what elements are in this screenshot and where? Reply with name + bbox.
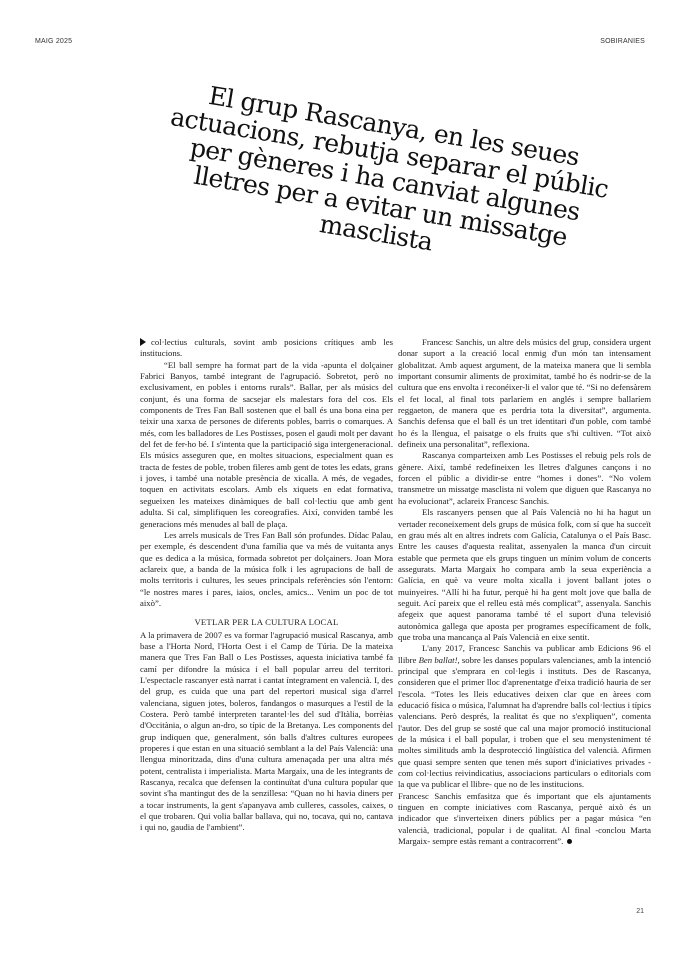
end-mark-icon	[567, 839, 572, 844]
paragraph-text: , sobre les danses populars valencianes, amb la intenció principal que s'emprara en col·legis i instituts. Des de Rascanya, consideren que el primer lloc d'aprenentatge d'eixa tradició hauria de ser l'escola. “Totes les lleis educatives deixen clar que en àrees com educació física o música, l'alumnat ha d'aprendre balls col·lectius i típics valencians. Però després, la realitat és que no s'expliquen”, comenta l'autor. Des del grup se sosté que cal una major promoció institucional de la música i el ball popular, i troben que el seu menysteniment té moltes similituds amb la desprotecció lingüística del valencià. Afirmen que quasi sempre senten que tenen més suport d'iniciatives privades -com col·lectius reivindicatius, associacions particulars o editorials com la que va publicar el llibre- que no de les institucions.	[398, 654, 652, 790]
subheading: VETLAR PER LA CULTURA LOCAL	[194, 617, 339, 628]
paragraph: Els rascanyers pensen que al País Valencià no hi ha hagut un vertader reconeixement dels grups de música folk, com sí que ha succeït en grau més alt en altres indrets com Galícia, Catalunya o el País Basc. Entre les causes d'aquesta realitat, assenyalen la manca d'un circuit estable que permeta que els grups tinguen un mínim volum de concerts assegurats. Marta Margaix ho compara amb la seua experiència a Galícia, en què va veure molta xicalla i jovent ballant jotes o muinyeires. “Allí hi ha futur, perquè hi ha gent molt jove que balla de seguit. Ací pareix que el relleu està més complicat”, assenyala. Sanchis afegeix que aquest panorama també té el suport d'una televisió autonòmica gallega que aposta per programes específicament de folk, que troba una mancança al País Valencià en eixe sentit.	[398, 507, 651, 642]
paragraph	[398, 643, 651, 790]
article-headline: El grup Rascanya, en les seues actuacions, rebutja separar el públic per gèneres i ha canviat algunes lletres per a evitar un missatge masclista	[168, 80, 611, 257]
issue-date: MAIG 2025	[35, 38, 73, 45]
section-name: SOBIRANIES	[600, 38, 645, 45]
page-number: 21	[636, 908, 644, 915]
paragraph	[398, 791, 651, 848]
paragraph: Les arrels musicals de Tres Fan Ball són profundes. Dídac Palau, per exemple, és descendent d'una família que va més de vuitanta anys que es dedica a la música, formada sobretot per dolçainers. Joan Mora aclareix que, a banda de la música folk i les agrupacions de ball de molts territoris i cultures, les seues principals referències són l'entorn: “le nostres mares i pares, iaios, oncles, amics... Venim un poc de tot això”.	[140, 529, 393, 608]
book-title: Ben ballat!	[418, 654, 458, 665]
paragraph-text: col·lectius culturals, sovint amb posicions crítiques amb les institucions.	[140, 337, 393, 359]
right-column	[398, 337, 651, 847]
continuation-arrow-icon	[140, 338, 146, 346]
paragraph: “El ball sempre ha format part de la vida -apunta el dolçainer Fabrici Banyos, també integrant de l'agrupació. Sobretot, però no exclusivament, en pobles i entorns rurals”. Ballar, per als músics del conjunt, és una forma de sacsejar els malestars fora del cos. Els components de Tres Fan Ball sostenen que el ball és una bona eina per teixir una xarxa de persones de diferents pobles, barris o comarques. A més, com les balladores de Les Postisses, posen el gaudi molt per davant del fet de fer-ho bé. I s'intenta que la participació siga intergeneracional. Els músics asseguren que, en moltes situacions, especialment quan es tracta de festes de poble, troben fileres amb gent de totes les edats, grans i joves, i també una notable presència de xicalla. A més, de vegades, toquen en activitats escolars. Amb els xiquets en edat formativa, segueixen les mateixes dinàmiques de ball col·lectiu que amb gent adulta. Si cal, simplifiquen les coreografies. Així, conviden també les generacions més menudes al ball de plaça.	[140, 359, 393, 529]
paragraph	[140, 337, 393, 360]
paragraph: Rascanya comparteixen amb Les Postisses el rebuig pels rols de gènere. Així, també redefineixen les lletres d'algunes cançons i no forcen el públic a dividir-se entre “homes i dones”. “No volem transmetre un missatge masclista ni volem que diguen que Rascanya no ha evolucionat”, aclareix Francesc Sanchis.	[398, 450, 651, 506]
left-column	[140, 337, 393, 834]
paragraph-text: Francesc Sanchis emfasitza que és important que els ajuntaments tinguen en compte iniciatives com Rascanya, perquè això és un indicador que s'inverteixen diners públics per a pagar música “en valencià, tradicional, popular i de qualitat. Al final -conclou Marta Margaix- sempre estàs remant a contracorrent”.	[398, 790, 651, 847]
paragraph-text: L'any 2017, Francesc Sanchis va publicar amb Edicions 96 el llibre	[398, 643, 651, 665]
paragraph: Francesc Sanchis, un altre dels músics del grup, considera urgent donar suport a la creació local enmig d'un món tan intensament globalitzat. Amb aquest argument, de la mateixa manera que li sembla important consumir aliments de proximitat, també ho és nodrir-se de la cultura que ens envolta i reconéixer-li el valor que té. “Si no defensàrem el fet local, al final tots parlaríem en anglés i sempre ballaríem reggaeton, de manera que es perdria tota la diversitat”, argumenta. Sanchis defensa que el ball és un tret identitari d'un poble, com també ho és la llengua, el paisatge o els fruits que s'hi cultiven. “Tot això defineix una personalitat”, reflexiona.	[398, 337, 651, 450]
paragraph: A la primavera de 2007 es va formar l'agrupació musical Rascanya, amb base a l'Horta Nord, l'Horta Oest i el Camp de Túria. De la mateixa manera que Tres Fan Ball o Les Postisses, aquesta iniciativa també fa camí per difondre la música i el ball popular arreu del territori. L'espectacle rascanyer està narrat i cantat íntegrament en valencià. I, des del grup, es cuida que una part del repertori musical siga d'arrel valenciana, siguen jotes, boleros, fandangos o masurques a l'estil de la Costera. Però també interpreten tarantel·les del sud d'Itàlia, borrèias d'Occitània, o algun an-dro, so típic de la Bretanya. Les components del grup indiquen que, generalment, són balls d'altres cultures europees properes i que estan en una situació semblant a la del País Valencià: una llengua minoritzada, dins d'una cultura amenaçada per una altra més potent, centralista i imperialista. Marta Margaix, una de les integrants de Rascanya, recalca que defensen la continuïtat d'una cultura popular que sovint s'ha mantingut des de la senzillesa: “Quan no hi havia diners per a tocar instruments, la gent s'apanyava amb culleres, cassoles, caixes, o el que trobaren. Qui volia ballar ballava, qui no, tocava, qui no, cantava i qui no, gaudia de l'ambient”.	[140, 629, 393, 833]
